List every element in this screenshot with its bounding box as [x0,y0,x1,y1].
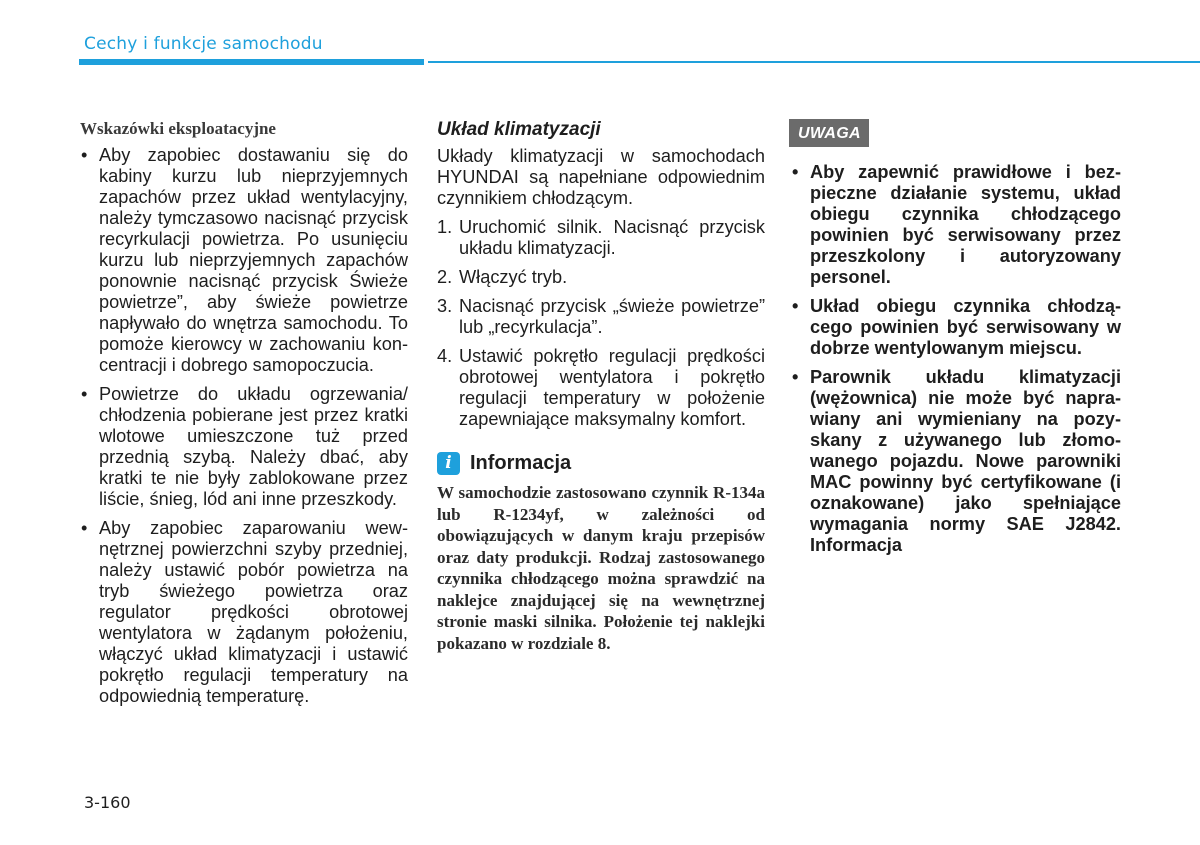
operating-tips-list [80,145,408,707]
steps-list [437,217,765,430]
column-air-conditioning [437,113,765,654]
column-warning [791,113,1121,564]
list-item: • Aby zapobiec dostawaniu się do kabiny kurzu lub nieprzyjemnych zapachów przez układ wentylacyjny, należy tymczasowo nacisnąć przycisk recyrkulacji powietrza. Po usunięciu kurzu lub nieprzyjemnych zapachów ponownie nacisnąć przycisk Świeże powietrze”, aby świeże powietrze napływało do wnętrza samochodu. To pomoże kierowcy w zachowaniu koncentracji i dobrego samopoczucia. [80,145,408,376]
info-title: Informacja [470,452,572,474]
air-conditioning-heading: Układ klimatyzacji [437,119,601,140]
warning-badge: UWAGA [789,119,869,147]
step-text: Ustawić pokrętło regulacji prędkości obrotowej wentylatora i pokrętło regulacji temperatury w położenie zapewniające maksymalny komfort. [459,346,765,429]
step-item [437,267,765,288]
step-item [437,217,765,259]
step-item [437,296,765,338]
section-title: Cechy i funkcje samochodu [84,34,323,54]
page-number: 3-160 [84,793,131,812]
air-conditioning-intro: Układy klimatyzacji w samochodach HYUNDAI są napełniane odpowiednim czynnikiem chłodzącym. [437,146,765,208]
info-header [437,452,765,475]
info-body: W samochodzie zastosowano czynnik R-134a lub R-1234yf, w zależności od obowiązujących w danym kraju przepisów oraz daty produkcji. Rodzaj zastosowanego czynnika chłodzącego można sprawdzić na naklejce znajdującej się na wewnętrznej stronie maski silnika. Położenie tej naklejki pokazano w rozdziale 8. [437,483,765,653]
step-text: Włączyć tryb. [459,267,568,287]
info-icon: i [437,452,460,475]
column-operating-tips [80,113,408,715]
warning-list [791,162,1121,556]
step-text: Uruchomić silnik. Nacisnąć przycisk układu klimatyzacji. [459,217,765,258]
step-number: 1. [437,217,453,237]
operating-tips-heading: Wskazówki eksploatacyjne [80,119,276,138]
header-rule-thick [79,59,424,65]
step-number: 2. [437,267,453,287]
list-item: • Parownik układu klimatyzacji (wężownica) nie może być naprawiany ani wymieniany na pozyskany z używanego lub złomowanego pojazdu. Nowe parowniki MAC powinny być certyfikowane (i oznakowane) jako spełniające wymagania normy SAE J2842. Informacja [791,367,1121,556]
list-item: • Aby zapewnić prawidłowe i bezpieczne działanie systemu, układ obiegu czynnika chłodzącego powinien być serwisowany przez przeszkolony i autoryzowany personel. [791,162,1121,288]
step-number: 3. [437,296,453,316]
step-item [437,346,765,430]
list-item: • Aby zapobiec zaparowaniu wewnętrznej powierzchni szyby przedniej, należy ustawić pobór powietrza na tryb świeżego powietrza oraz regulator prędkości obrotowej wentylatora w żądanym położeniu, włączyć układ klimatyzacji i ustawić pokrętło regulacji temperatury na odpowiednią temperaturę. [80,518,408,707]
step-text: Nacisnąć przycisk „świeże powietrze” lub „recyrkulacja”. [459,296,765,337]
list-item: • Powietrze do układu ogrzewania/ chłodzenia pobierane jest przez kratki wlotowe umieszczone tuż przed przednią szybą. Należy dbać, aby kratki te nie były zablokowane przez liście, śnieg, lód ani inne przeszkody. [80,384,408,510]
step-number: 4. [437,346,453,366]
header-rule-thin [428,61,1200,63]
list-item: • Układ obiegu czynnika chłodzącego powinien być serwisowany w dobrze wentylowanym miejscu. [791,296,1121,359]
